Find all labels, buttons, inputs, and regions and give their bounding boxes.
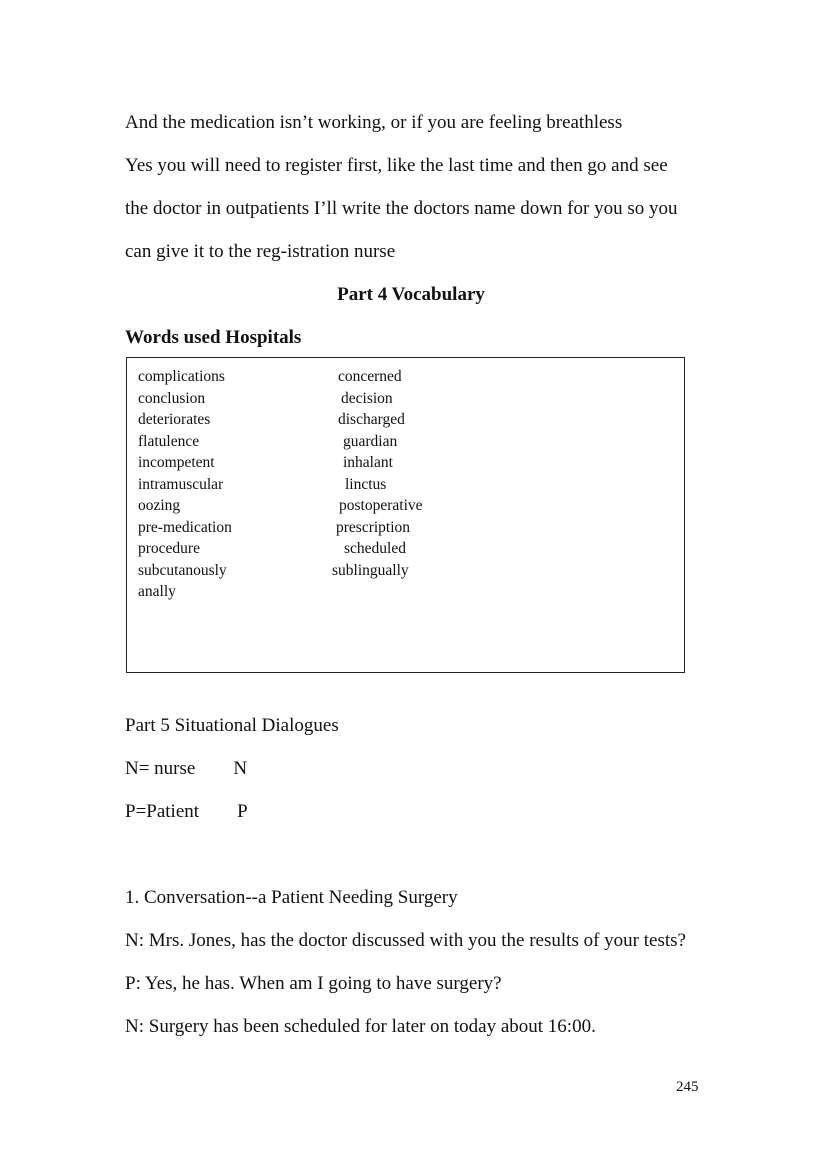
- vocabulary-word: subcutanously: [138, 561, 227, 579]
- conversation-title: 1. Conversation--a Patient Needing Surgery: [125, 887, 458, 908]
- vocabulary-word: linctus: [345, 475, 387, 493]
- intro-line: can give it to the reg-istration nurse: [125, 241, 396, 262]
- vocabulary-word: anally: [138, 583, 176, 600]
- vocabulary-word: deteriorates: [138, 411, 211, 428]
- intro-line: And the medication isn’t working, or if you are feeling breathless: [125, 112, 623, 133]
- vocabulary-word: conclusion: [138, 389, 206, 407]
- vocabulary-word: discharged: [338, 411, 405, 428]
- dialogue-line: P: Yes, he has. When am I going to have surgery?: [125, 973, 502, 994]
- legend-nurse: [125, 757, 247, 781]
- part5-heading: Part 5 Situational Dialogues: [125, 715, 339, 736]
- vocabulary-column-2: [332, 366, 423, 581]
- dialogue-line: N: Mrs. Jones, has the doctor discussed with you the results of your tests?: [125, 930, 686, 951]
- vocabulary-box: [126, 357, 685, 673]
- vocabulary-word: guardian: [343, 432, 398, 450]
- part4-heading: Part 4 Vocabulary: [337, 284, 485, 305]
- vocabulary-column-1: [138, 366, 232, 603]
- page-number: 245: [676, 1079, 699, 1095]
- vocabulary-word: sublingually: [332, 561, 409, 579]
- vocabulary-word: complications: [138, 368, 225, 385]
- vocabulary-word: postoperative: [339, 497, 423, 514]
- dialogue-line: N: Surgery has been scheduled for later on today about 16:00.: [125, 1016, 596, 1037]
- legend-patient: [125, 800, 248, 824]
- legend-label: P=Patient: [125, 801, 200, 822]
- legend-abbr: N: [233, 758, 248, 779]
- vocabulary-word: scheduled: [344, 540, 406, 557]
- vocabulary-word: pre-medication: [138, 518, 232, 536]
- vocabulary-word: incompetent: [138, 454, 215, 471]
- vocabulary-word: flatulence: [138, 432, 200, 450]
- vocabulary-word: inhalant: [343, 454, 393, 471]
- vocabulary-word: concerned: [338, 368, 402, 385]
- vocabulary-word: decision: [341, 389, 393, 407]
- vocabulary-word: intramuscular: [138, 475, 224, 493]
- vocabulary-word: procedure: [138, 540, 200, 557]
- intro-line: Yes you will need to register first, like the last time and then go and see: [125, 155, 668, 176]
- vocabulary-word: prescription: [336, 518, 411, 536]
- vocabulary-word: oozing: [138, 497, 181, 514]
- intro-line: the doctor in outpatients I’ll write the doctors name down for you so you: [125, 198, 678, 219]
- legend-abbr: P: [237, 801, 248, 822]
- legend-label: N= nurse: [125, 758, 196, 779]
- part4-subheading: Words used Hospitals: [125, 327, 302, 348]
